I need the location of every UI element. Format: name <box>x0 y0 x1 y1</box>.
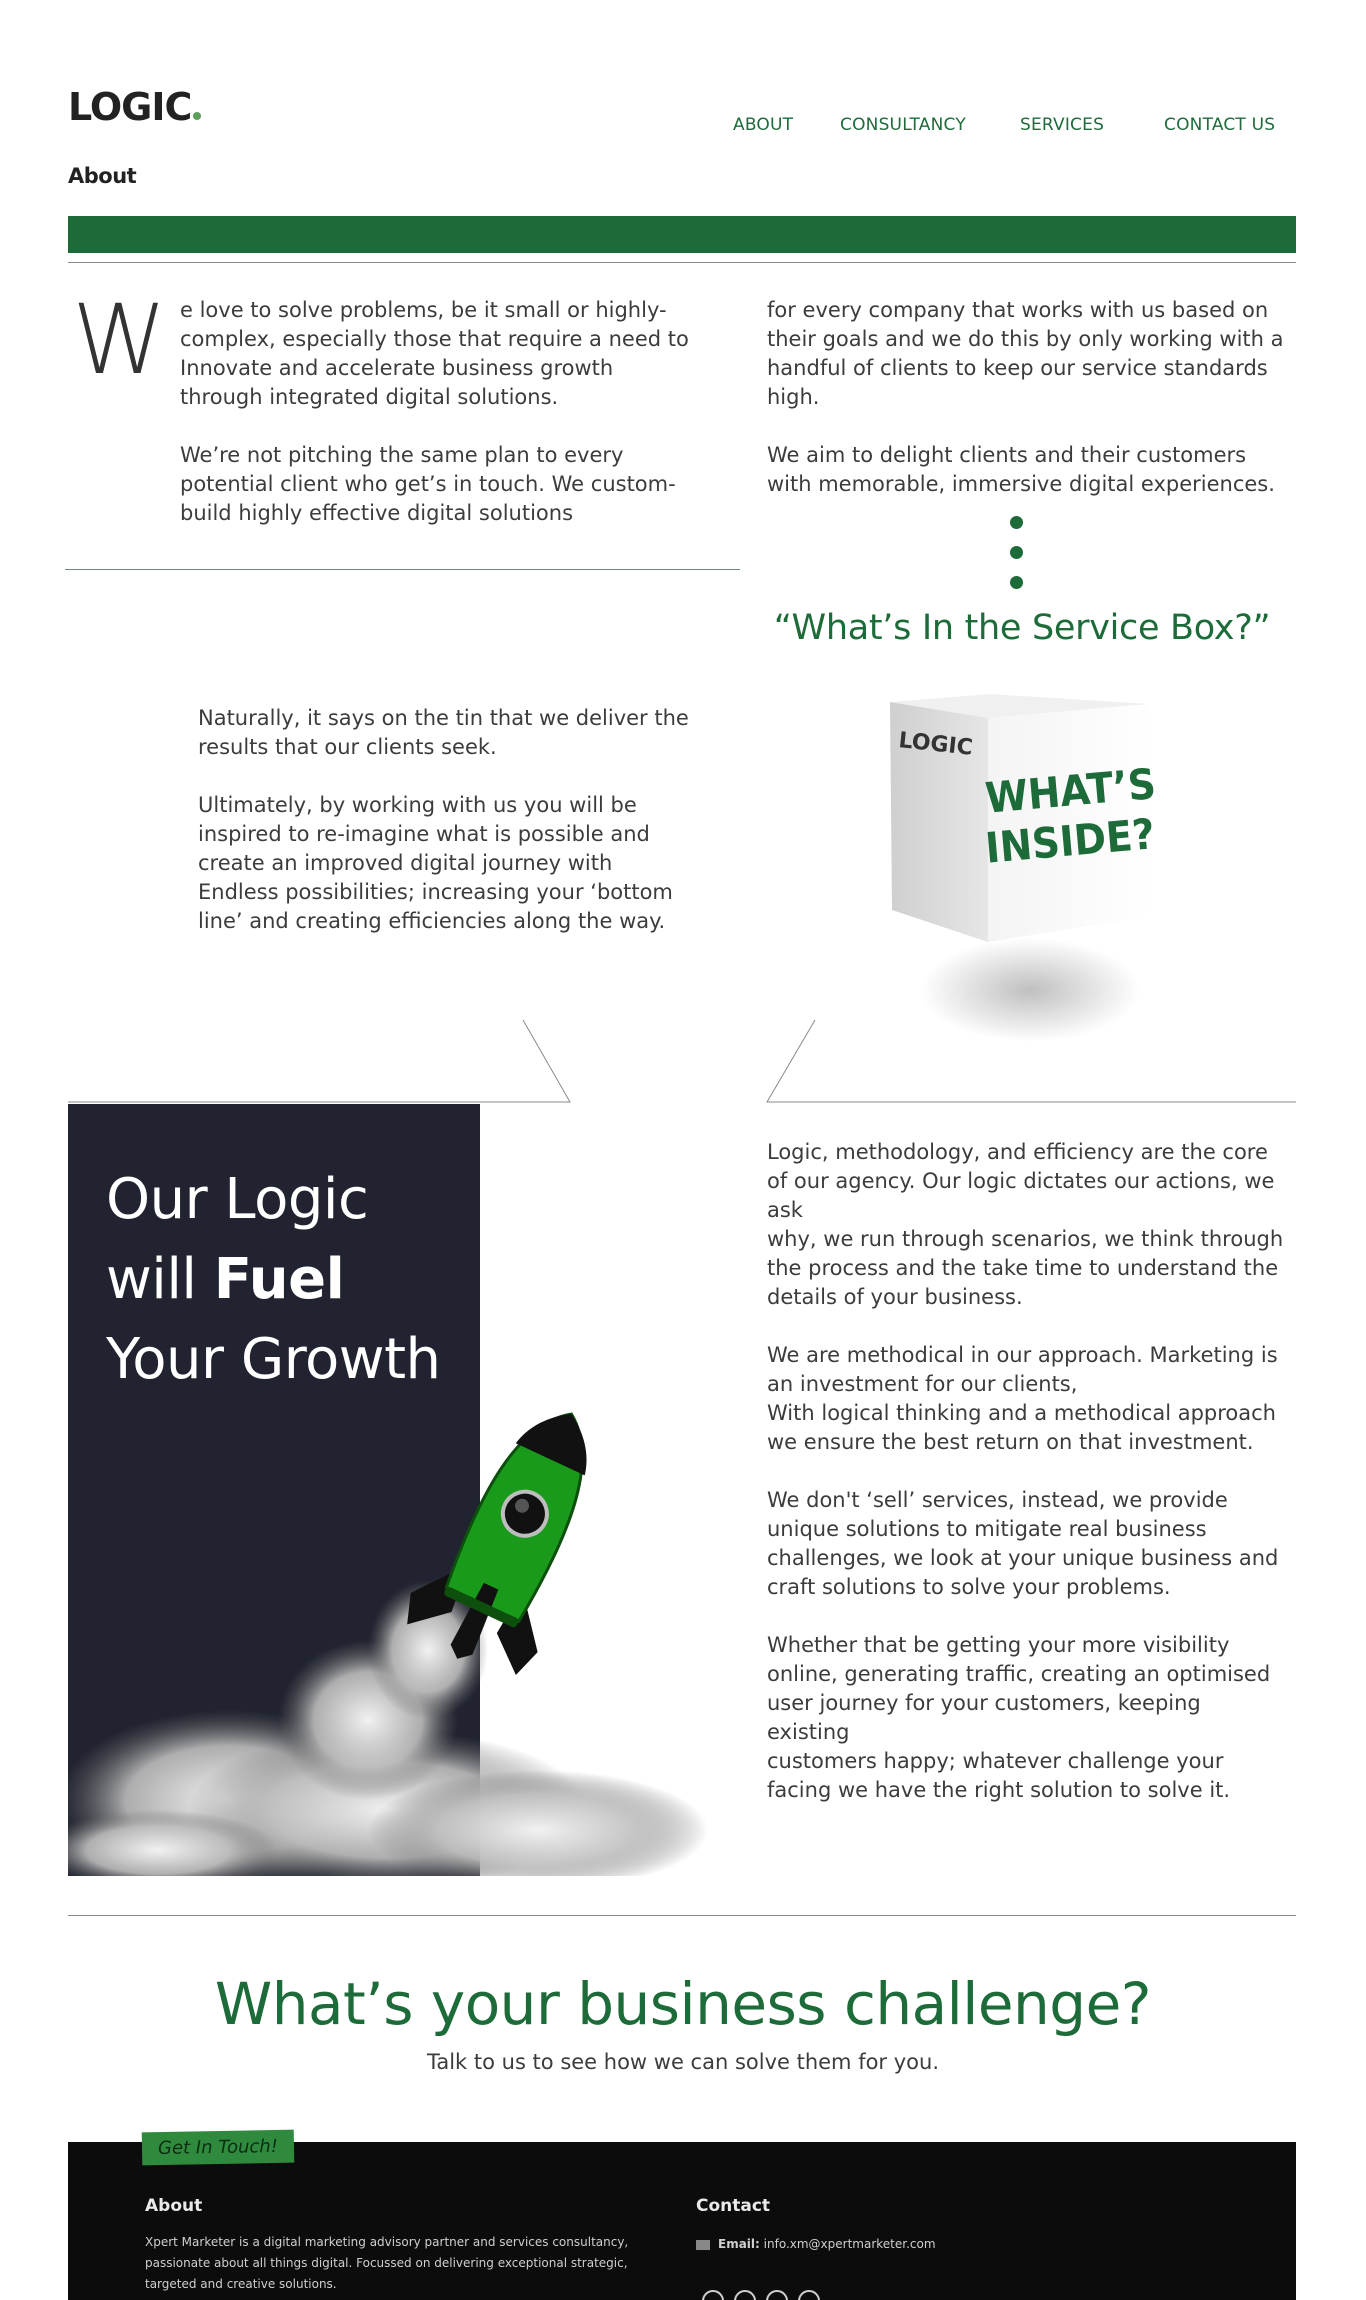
growth-paragraph: We don't ‘sell’ services, instead, we provide unique solutions to mitigate real business challenges, we look at your unique business and craft solutions to solve your problems. <box>767 1488 1279 1599</box>
intro-left-paragraph: e love to solve problems, be it small or highly-complex, especially those that require a need to Innovate and accelerate business growth through integrated digital solutions. <box>180 298 689 409</box>
growth-headline <box>106 1160 441 1400</box>
footer-contact-heading: Contact <box>696 2196 771 2216</box>
separator-dot <box>1010 516 1023 529</box>
growth-line-1: Our Logic <box>106 1167 369 1232</box>
service-box-text <box>198 704 698 936</box>
footer-email-value[interactable]: info.xm@xpertmarketer.com <box>763 2237 936 2251</box>
logo-dot <box>193 112 201 120</box>
separator-dot <box>1010 546 1023 559</box>
get-in-touch-tag[interactable]: Get In Touch! <box>142 2130 295 2166</box>
challenge-heading: What’s your business challenge? <box>214 1970 1152 2038</box>
nav-services[interactable]: SERVICES <box>1020 115 1105 135</box>
service-box-heading: “What’s In the Service Box?” <box>773 608 1271 648</box>
section-notch-lines <box>0 1010 1366 1110</box>
footer-about-text: Xpert Marketer is a digital marketing advisory partner and services consultancy, passionate about all things digital. Focussed on delivering exceptional strategic, targeted and creative solutions. <box>145 2235 629 2291</box>
dropcap: W <box>72 284 167 396</box>
box-logo-text: LOGIC <box>897 728 974 761</box>
growth-line-2: will Fuel <box>106 1247 345 1312</box>
nav-consultancy[interactable]: CONSULTANCY <box>840 115 966 135</box>
service-box-paragraph: Naturally, it says on the tin that we deliver the results that our clients seek. <box>198 706 689 759</box>
separator-dot <box>1010 576 1023 589</box>
intro-left <box>180 296 690 528</box>
email-icon <box>696 2240 710 2250</box>
intro-right-paragraph: for every company that works with us based on their goals and we do this by only working with a handful of clients to keep our service standards high. <box>767 298 1284 409</box>
divider <box>68 262 1296 263</box>
growth-paragraph: We are methodical in our approach. Marketing is an investment for our clients, With logical thinking and a methodical approach we ensure the best return on that investment. <box>767 1343 1278 1454</box>
logo[interactable]: LOGIC <box>68 88 201 126</box>
box-inside-text: INSIDE? <box>983 809 1157 874</box>
divider <box>65 569 740 570</box>
growth-line-3: Your Growth <box>106 1327 441 1392</box>
nav-contact-us[interactable]: CONTACT US <box>1164 115 1276 135</box>
growth-fuel-word: Fuel <box>213 1247 345 1312</box>
box-svg <box>880 690 1170 1050</box>
intro-right-paragraph: We aim to delight clients and their customers with memorable, immersive digital experiences. <box>767 443 1275 496</box>
growth-paragraph: Logic, methodology, and efficiency are the core of our agency. Our logic dictates our actions, we ask why, we run through scenarios, we think through the process and the take time to understand the details of your business. <box>767 1140 1284 1309</box>
page-title: About <box>68 164 137 188</box>
intro-right <box>767 296 1287 499</box>
nav-about[interactable]: ABOUT <box>733 115 794 135</box>
green-banner <box>68 216 1296 253</box>
footer-email-row <box>696 2234 1196 2255</box>
whats-inside-box-image <box>880 690 1170 1050</box>
rocket-image <box>68 1400 708 1876</box>
growth-text <box>767 1138 1287 1805</box>
box-whats-text: WHAT’S <box>983 759 1158 824</box>
divider <box>68 1915 1296 1916</box>
footer-about-heading: About <box>145 2196 203 2216</box>
growth-paragraph: Whether that be getting your more visibility online, generating traffic, creating an optimised user journey for your customers, keeping existing customers happy; whatever challenge your facing we have the right solution to solve it. <box>767 1633 1271 1802</box>
challenge-subheading: Talk to us to see how we can solve them for you. <box>426 2050 940 2074</box>
footer-email-label: Email: <box>718 2237 760 2251</box>
intro-left-paragraph: We’re not pitching the same plan to every potential client who get’s in touch. We custom-build highly effective digital solutions <box>180 443 676 525</box>
service-box-paragraph: Ultimately, by working with us you will be inspired to re-imagine what is possible and create an improved digital journey with Endless possibilities; increasing your ‘bottom line’ and creating efficiencies along the way. <box>198 793 673 933</box>
